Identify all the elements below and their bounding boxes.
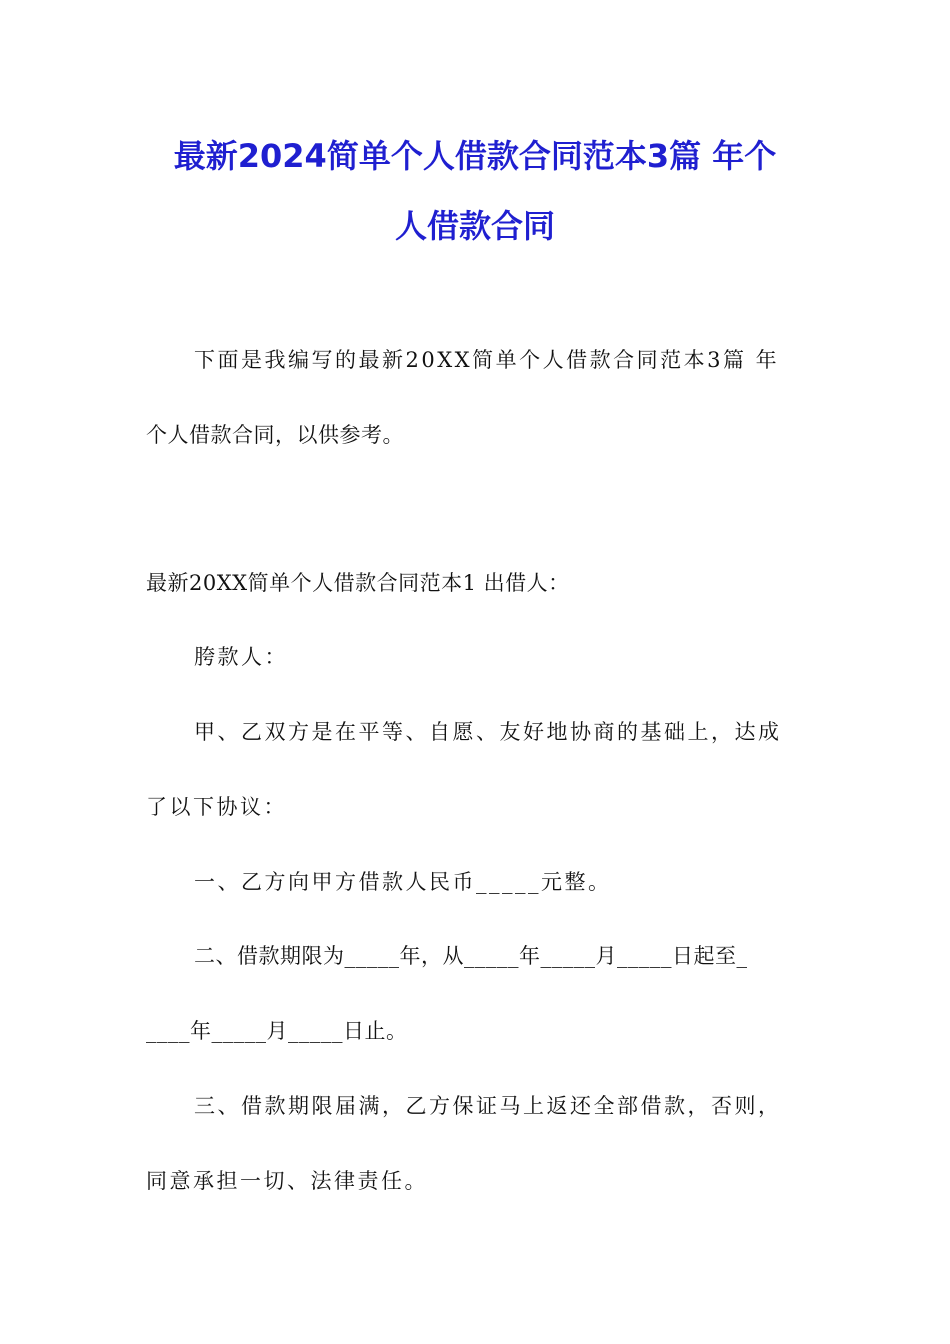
intro-paragraph-line-1: 下面是我编写的最新20XX简单个人借款合同范本3篇 年 — [194, 348, 780, 372]
clause-2-line-2: ____年_____月_____日止。 — [146, 1019, 408, 1043]
clause-3-line-1: 三、借款期限届满，乙方保证马上返还全部借款，否则， — [194, 1094, 782, 1118]
borrower-label: 胯款人： — [194, 645, 288, 669]
document-title-line-2: 人借款合同 — [394, 207, 555, 245]
agreement-paragraph-line-1: 甲、乙双方是在平等、自愿、友好地协商的基础上，达成 — [194, 720, 782, 744]
clause-3-line-2: 同意承担一切、法律责任。 — [146, 1169, 428, 1193]
clause-2-line-1: 二、借款期限为_____年，从_____年_____月_____日起至_ — [194, 944, 748, 968]
agreement-paragraph-line-2: 了以下协议： — [146, 795, 287, 819]
section-1-heading: 最新20XX简单个人借款合同范本1 出借人： — [146, 571, 570, 595]
clause-1: 一、乙方向甲方借款人民币_____元整。 — [194, 870, 612, 894]
intro-paragraph-line-2: 个人借款合同，以供参考。 — [146, 423, 404, 447]
document-title-line-1: 最新2024简单个人借款合同范本3篇 年个 — [173, 137, 777, 175]
